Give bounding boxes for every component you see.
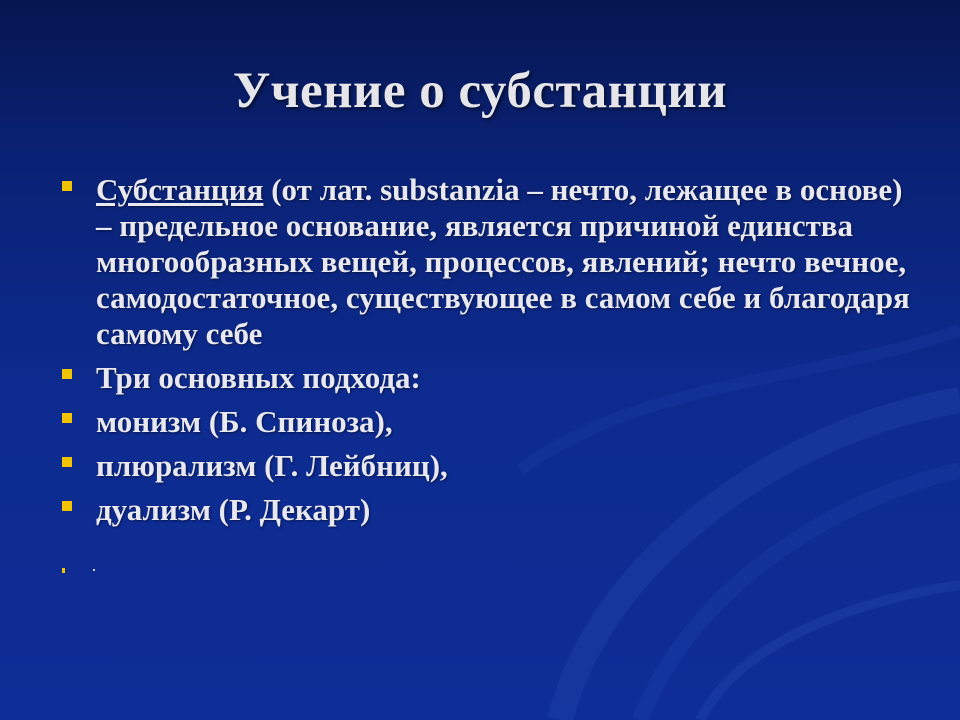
definition-text: (от лат. substanzia – нечто, лежащее в основе) – предельное основание, является причиной единства многообразных вещей, процессов, явлений; нечто вечное, самодостаточное, существующее в самом себе и благодаря самому себе	[96, 172, 910, 351]
list-item-text: Три основных подхода:	[96, 360, 421, 395]
bullet-square-icon	[62, 457, 72, 467]
list-item-monism	[60, 404, 920, 440]
term-substance: Субстанция	[96, 172, 264, 207]
list-item-approaches	[60, 360, 920, 396]
list-item-text: дуализм (Р. Декарт)	[96, 492, 371, 527]
list-item-pluralism	[60, 448, 920, 484]
empty-bullet-icon	[62, 568, 65, 573]
bullet-square-icon	[62, 501, 72, 511]
bullet-square-icon	[62, 369, 72, 379]
list-item-dualism	[60, 492, 920, 528]
list-item-text: плюрализм (Г. Лейбниц),	[96, 448, 448, 483]
bullet-square-icon	[62, 181, 72, 191]
list-item-substance-definition	[60, 172, 920, 352]
bullet-list	[60, 172, 920, 536]
slide-title: Учение о субстанции	[232, 63, 728, 119]
cursor-mark	[93, 569, 95, 571]
list-item-text: монизм (Б. Спиноза),	[96, 404, 393, 439]
bullet-square-icon	[62, 413, 72, 423]
